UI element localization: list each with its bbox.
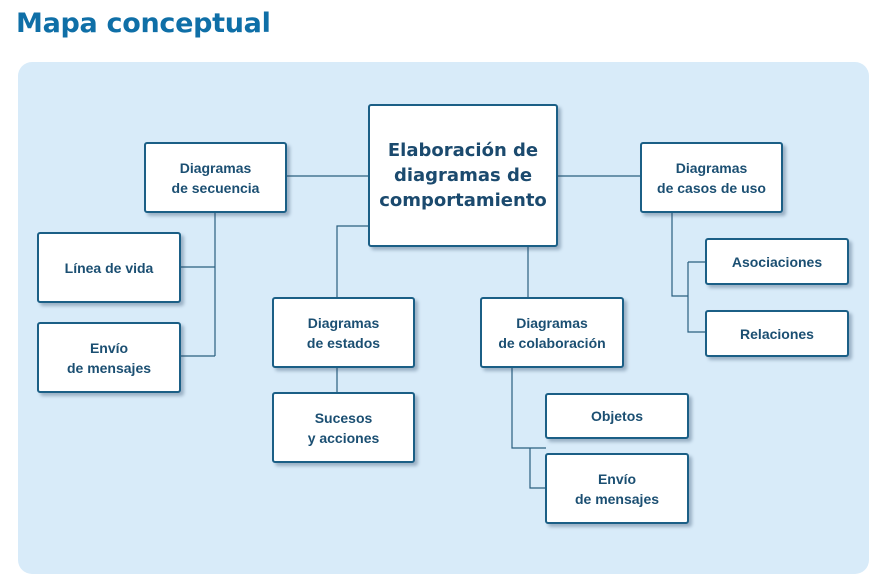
node-asociaciones [705, 238, 849, 285]
node-label-line-2: de mensajes [574, 490, 660, 507]
node-sucesos-acciones [272, 392, 415, 463]
node-label-line-1: Sucesos [314, 409, 373, 426]
node-label-line-2: de mensajes [66, 359, 152, 376]
node-label-line-1: Diagramas [675, 159, 748, 176]
node-label-line-2: y acciones [307, 429, 380, 446]
connector-colaboracion-children [512, 367, 546, 488]
node-label-line-1: Diagramas [516, 314, 588, 331]
node-linea-de-vida [37, 232, 181, 303]
connector-casos-uso-children [672, 212, 706, 332]
central-concept-line-1: Elaboración de [387, 140, 539, 161]
central-concept-line-2: diagramas de [393, 165, 533, 186]
central-concept-node [368, 104, 558, 247]
node-diagramas-secuencia [144, 142, 287, 213]
node-diagramas-colaboracion [480, 297, 624, 368]
node-label-line-1: Envío [597, 470, 637, 487]
node-label-line-1: Diagramas [307, 314, 380, 331]
node-objetos [545, 393, 689, 439]
node-label-line-1: Línea de vida [64, 259, 154, 276]
node-label-line-2: de colaboración [498, 334, 606, 351]
connector-central-estados [337, 226, 369, 298]
node-label-line-2: de estados [306, 334, 381, 351]
node-label-line-2: de casos de uso [657, 179, 766, 196]
node-label-line-1: Relaciones [740, 325, 814, 342]
central-concept-line-3: comportamiento [379, 190, 547, 211]
page-title: Mapa conceptual [16, 8, 271, 39]
node-label-line-1: Envío [89, 339, 129, 356]
node-diagramas-estados [272, 297, 415, 368]
node-label-line-1: Asociaciones [731, 253, 823, 270]
node-label-line-1: Objetos [590, 408, 644, 424]
node-envio-mensajes-secuencia [37, 322, 181, 393]
node-label-line-2: de secuencia [171, 179, 260, 196]
node-diagramas-casos-uso [640, 142, 783, 213]
node-relaciones [705, 310, 849, 357]
node-envio-mensajes-colaboracion [545, 453, 689, 524]
node-label-line-1: Diagramas [179, 159, 252, 176]
connector-secuencia-children [180, 212, 215, 356]
